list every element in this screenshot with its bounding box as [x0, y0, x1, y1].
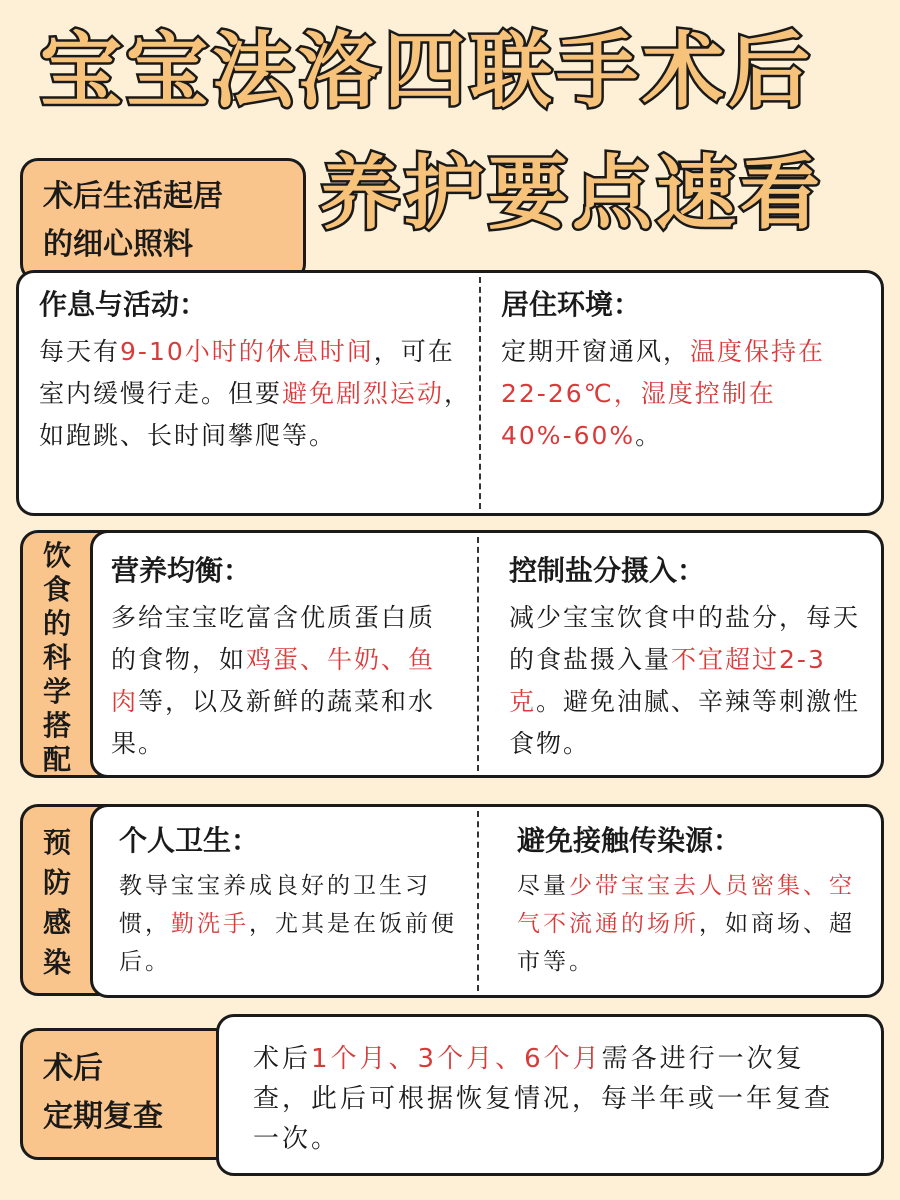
- body-text: ，尤其是在饭前便后。: [119, 911, 457, 975]
- body-text: 需各进行一次复查，此后可根据恢复情况，每半年或一年复查一次。: [253, 1044, 834, 1154]
- body-text: 减少宝宝饮食中的盐分，每天的食盐摄入量: [509, 603, 861, 674]
- section-tab-label: [23, 539, 91, 777]
- body-text: 尽量: [517, 873, 569, 899]
- section-tab-label-text: 饮食的科学搭配: [42, 539, 71, 776]
- column-divider: [479, 277, 481, 509]
- section-card-infection: [90, 804, 884, 998]
- highlight-text: 少带宝宝去人员密集、空气不流通的场所: [517, 873, 855, 937]
- section-tab-label: 定期复查: [43, 1099, 163, 1134]
- column-divider: [477, 537, 479, 771]
- body-text: 多给宝宝吃富含优质蛋白质的食物，如: [111, 603, 436, 674]
- body-text: ，如商场、超市等。: [517, 911, 855, 975]
- page-title-line2: 养护要点速看: [320, 147, 824, 240]
- card-body: [253, 1039, 853, 1159]
- section-tab-label: 术后: [43, 1051, 103, 1086]
- body-text: 等，以及新鲜的蔬菜和水果。: [111, 687, 436, 758]
- section-card-checkup: [216, 1014, 884, 1176]
- section-card-diet: [90, 530, 884, 778]
- body-text: 。避免油腻、辛辣等刺激性食物。: [509, 687, 861, 758]
- card-heading: 居住环境：: [501, 288, 642, 321]
- column-divider: [477, 811, 479, 991]
- section-tab-label: 的细心照料: [43, 227, 193, 262]
- card-body: [111, 597, 453, 765]
- body-text: ，如跑跳、长时间攀爬等。: [39, 379, 472, 450]
- section-tab-label-text: 预防感染: [42, 826, 71, 979]
- highlight-text: 鸡蛋、牛奶、鱼肉: [111, 645, 436, 716]
- highlight-text: 1个月、3个月、6个月: [311, 1044, 602, 1074]
- card-body: [501, 331, 871, 457]
- section-tab-label: 术后生活起居: [43, 179, 223, 214]
- body-text: ，可在室内缓慢行走。但要: [39, 337, 455, 408]
- page-title-line1: 宝宝法洛四联手术后: [40, 24, 815, 119]
- card-body: [509, 597, 861, 765]
- card-heading: 营养均衡：: [111, 554, 252, 587]
- body-text: 定期开窗通风，: [501, 337, 691, 366]
- card-body: [39, 331, 479, 457]
- highlight-text: 不宜超过2-3克: [509, 645, 826, 716]
- card-heading: 避免接触传染源：: [517, 824, 742, 857]
- highlight-text: 勤洗手: [171, 911, 249, 937]
- body-text: 每天有: [39, 337, 121, 366]
- card-body: [517, 867, 863, 981]
- card-heading: 作息与活动：: [39, 288, 208, 321]
- section-card-daily-care: [16, 270, 884, 516]
- highlight-text: 避免剧烈运动: [282, 379, 445, 408]
- card-body: [119, 867, 459, 981]
- highlight-text: 温度保持在22-26℃，湿度控制在40%-60%: [501, 337, 826, 450]
- highlight-text: 9-10小时的休息时间: [120, 337, 374, 366]
- card-heading: 控制盐分摄入：: [509, 554, 706, 587]
- body-text: 。: [635, 421, 663, 450]
- body-text: 术后: [253, 1044, 312, 1074]
- body-text: 教导宝宝养成良好的卫生习惯，: [119, 873, 431, 937]
- section-tab-label: [23, 823, 91, 983]
- card-heading: 个人卫生：: [119, 824, 260, 857]
- section-tab-daily-care: [20, 158, 306, 282]
